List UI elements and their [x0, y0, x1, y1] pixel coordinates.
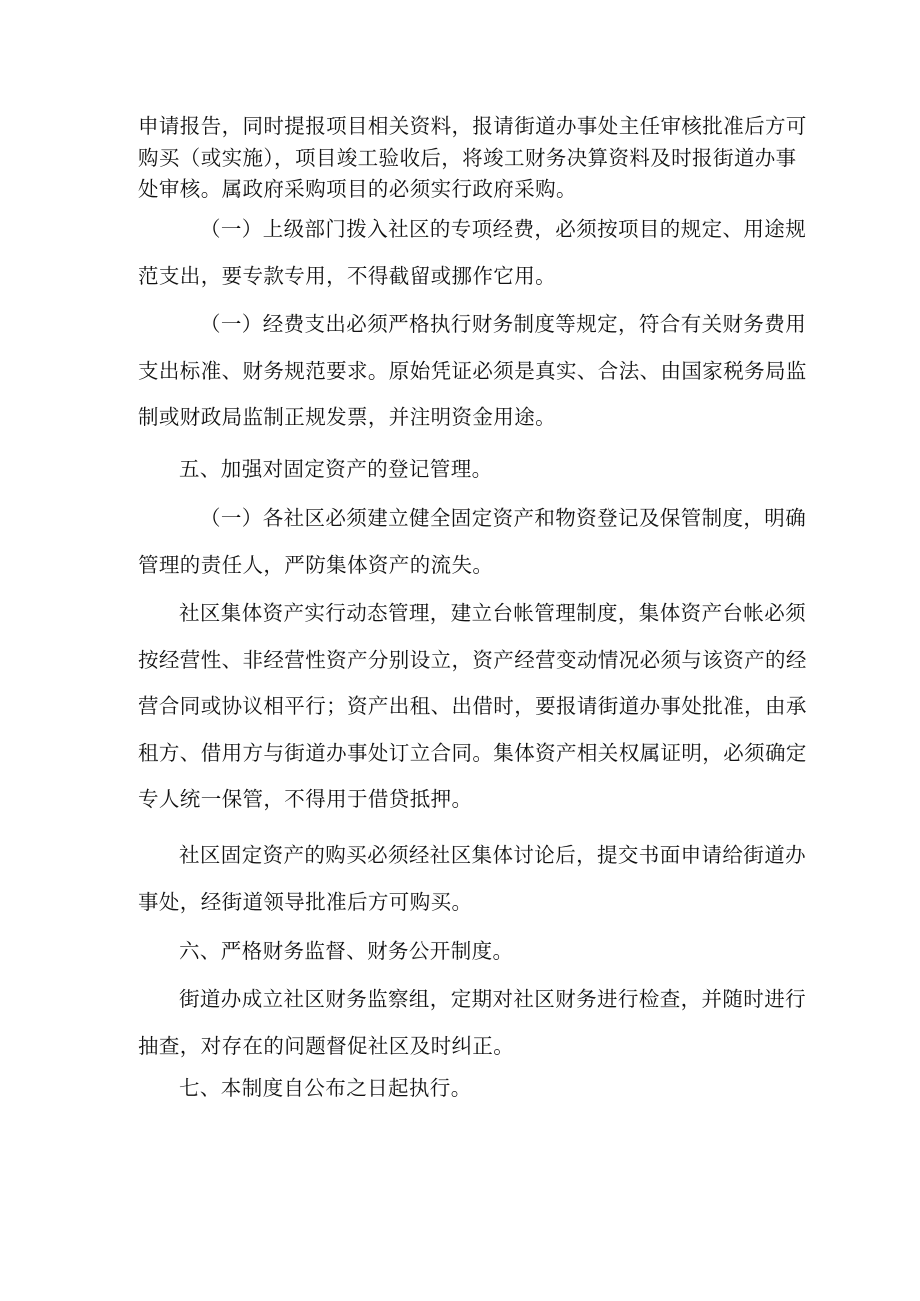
paragraph-procurement-report	[138, 114, 807, 201]
text-line: 申请报告，同时提报项目相关资料，报请街道办事处主任审核批准后方可	[138, 114, 807, 138]
text-line: 按经营性、非经营性资产分别设立，资产经营变动情况必须与该资产的经	[138, 647, 807, 672]
section-heading-five	[138, 452, 788, 481]
text-line: 事处，经街道领导批准后方可购买。	[138, 889, 473, 914]
paragraph-asset-purchase	[138, 838, 806, 914]
text-line: 管理的责任人，严防集体资产的流失。	[138, 552, 494, 577]
paragraph-dynamic-management	[138, 596, 807, 811]
text-line: 处审核。属政府采购项目的必须实行政府采购。	[138, 177, 577, 201]
text-line: （一）经费支出必须严格执行财务制度等规定，符合有关财务费用	[200, 312, 807, 336]
text-line: 五、加强对固定资产的登记管理。	[179, 457, 493, 481]
text-line: 社区集体资产实行动态管理，建立台帐管理制度，集体资产台帐必须	[179, 601, 806, 625]
paragraph-expense-rules	[138, 307, 807, 429]
text-line: 抽查，对存在的问题督促社区及时纠正。	[138, 1033, 515, 1058]
text-line: 制或财政局监制正规发票，并注明资金用途。	[138, 405, 556, 429]
paragraph-special-funds	[138, 212, 807, 288]
text-line: 支出标准、财务规范要求。原始凭证必须是真实、合法、由国家税务局监	[138, 358, 807, 383]
paragraph-asset-registration	[138, 501, 807, 577]
section-heading-seven	[138, 1071, 788, 1100]
paragraph-supervision-group	[138, 982, 806, 1058]
text-line: （一）各社区必须建立健全固定资产和物资登记及保管制度，明确	[200, 506, 807, 530]
text-line: 七、本制度自公布之日起执行。	[179, 1076, 472, 1100]
text-line: 营合同或协议相平行；资产出租、出借时，要报请街道办事处批准，由承	[138, 694, 807, 718]
text-line: 六、严格财务监督、财务公开制度。	[179, 939, 514, 963]
text-line: 社区固定资产的购买必须经社区集体讨论后，提交书面申请给街道办	[179, 843, 806, 867]
text-line: 租方、借用方与街道办事处订立合同。集体资产相关权属证明，必须确定	[138, 740, 807, 765]
text-line: 街道办成立社区财务监察组，定期对社区财务进行检查，并随时进行	[179, 987, 806, 1011]
section-heading-six	[138, 934, 788, 963]
text-line: （一）上级部门拨入社区的专项经费，必须按项目的规定、用途规	[200, 217, 807, 241]
text-line: 购买（或实施），项目竣工验收后，将竣工财务决算资料及时报街道办事	[138, 145, 797, 170]
text-line: 专人统一保管，不得用于借贷抵押。	[138, 787, 473, 811]
text-line: 范支出，要专款专用，不得截留或挪作它用。	[138, 263, 556, 288]
